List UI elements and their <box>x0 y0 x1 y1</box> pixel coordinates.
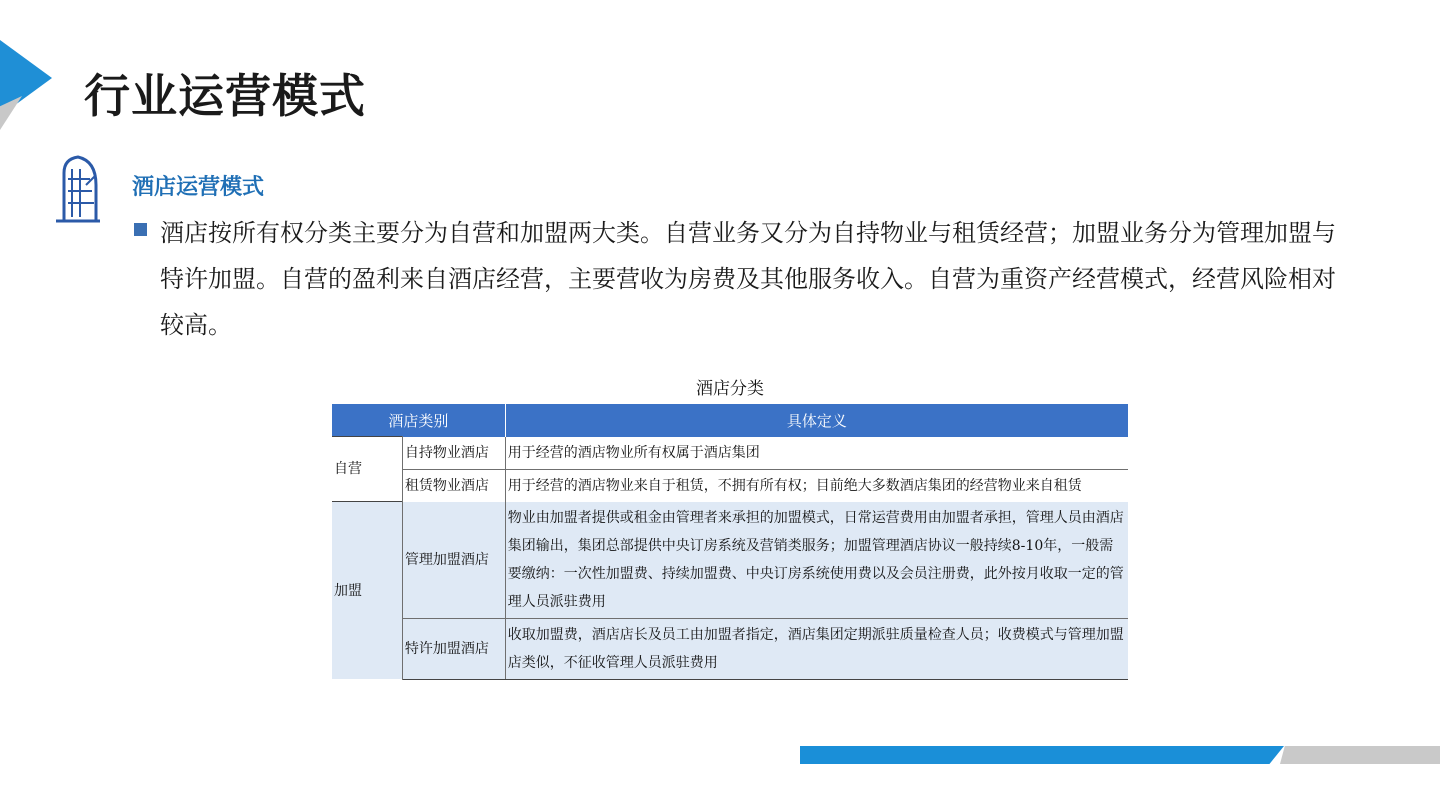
subtype-cell: 租赁物业酒店 <box>402 469 505 502</box>
definition-cell: 物业由加盟者提供或租金由管理者来承担的加盟模式，日常运营费用由加盟者承担，管理人员由酒店集团输出，集团总部提供中央订房系统及营销类服务；加盟管理酒店协议一般持续8-10年，一般需要缴纳：一次性加盟费、持续加盟费、中央订房系统使用费以及会员注册费，此外按月收取一定的管理人员派驻费用 <box>505 502 1128 619</box>
definition-cell: 用于经营的酒店物业来自于租赁，不拥有所有权；目前绝大多数酒店集团的经营物业来自租赁 <box>505 469 1128 502</box>
section-heading: 酒店运营模式 <box>132 175 265 200</box>
category-cell: 自营 <box>332 437 402 502</box>
subtype-cell: 自持物业酒店 <box>402 437 505 470</box>
header-category: 酒店类别 <box>332 404 505 437</box>
page-title: 行业运营模式 <box>84 69 366 123</box>
hotel-building-icon <box>52 155 102 225</box>
table-caption: 酒店分类 <box>696 379 764 399</box>
category-cell: 加盟 <box>332 502 402 680</box>
definition-cell: 用于经营的酒店物业所有权属于酒店集团 <box>507 444 760 461</box>
header-definition: 具体定义 <box>505 404 1128 437</box>
table-row <box>332 437 1128 470</box>
bullet-square-icon <box>134 223 147 236</box>
table-row <box>332 502 1128 619</box>
table-header-row <box>332 404 1128 437</box>
table-row <box>332 469 1128 502</box>
subtype-cell: 管理加盟酒店 <box>402 502 505 619</box>
hotel-classification-table <box>332 404 1128 680</box>
bullet-paragraph: 酒店按所有权分类主要分为自营和加盟两大类。自营业务又分为自持物业与租赁经营；加盟业务分为管理加盟与特许加盟。自营的盈利来自酒店经营，主要营收为房费及其他服务收入。自营为重资产经营模式，经营风险相对较高。 <box>160 219 1336 339</box>
footer-bar-blue <box>800 746 1284 764</box>
table-row <box>332 618 1128 679</box>
footer-bar-gray <box>1280 746 1440 764</box>
subtype-cell: 特许加盟酒店 <box>402 618 505 679</box>
definition-cell: 收取加盟费，酒店店长及员工由加盟者指定，酒店集团定期派驻质量检查人员；收费模式与管理加盟店类似，不征收管理人员派驻费用 <box>505 618 1128 679</box>
